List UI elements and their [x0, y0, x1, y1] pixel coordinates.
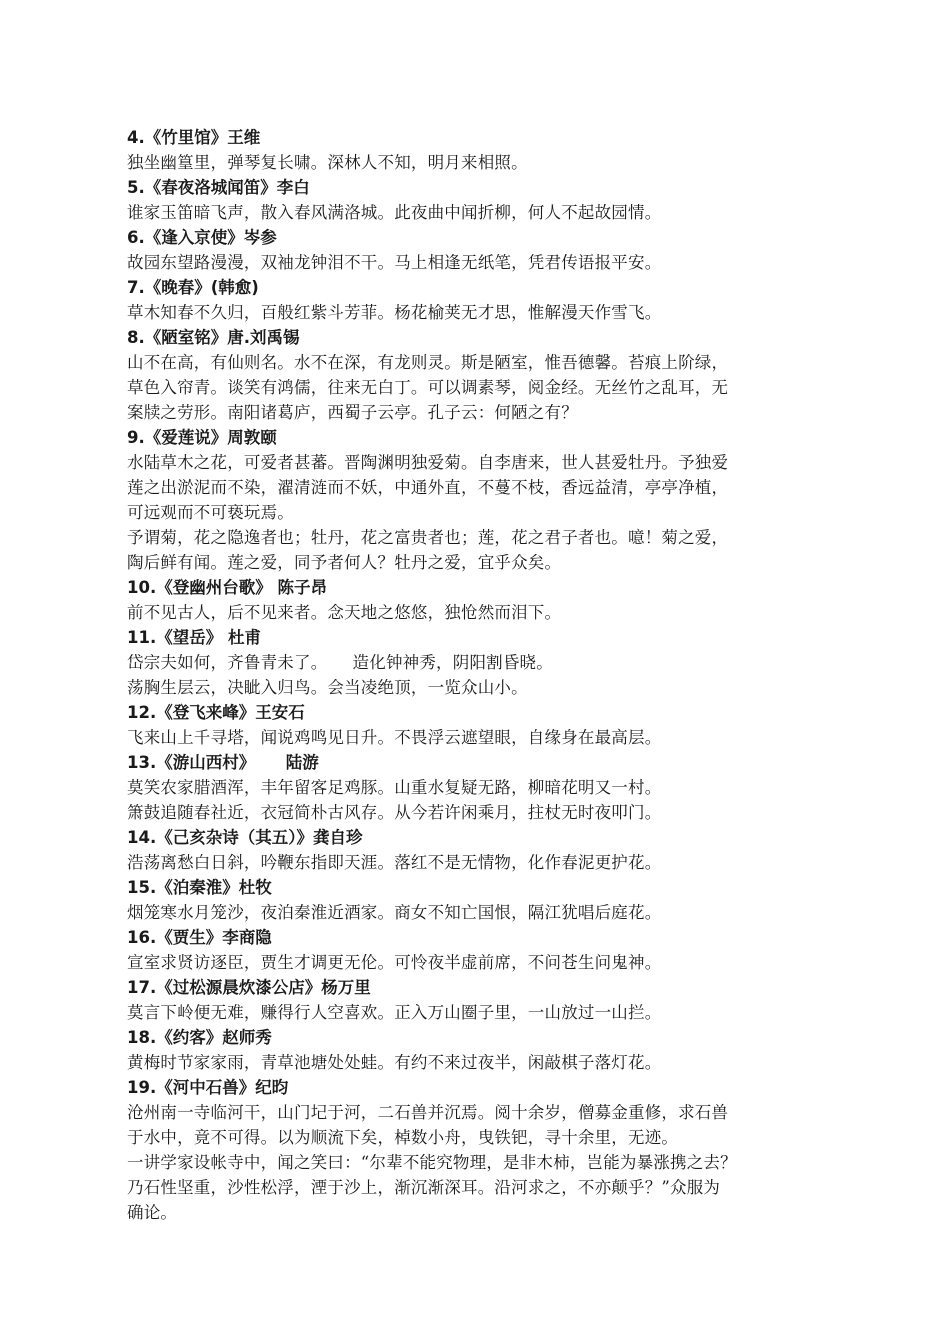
- poem-text-line: 可远观而不可亵玩焉。: [127, 503, 294, 522]
- poem-text-line: 宣室求贤访逐臣，贾生才调更无伦。可怜夜半虚前席，不问苍生问鬼神。: [127, 953, 662, 972]
- poem-title: 16.《贾生》李商隐: [127, 928, 272, 947]
- poem-text-line: 草色入帘青。谈笑有鸿儒，往来无白丁。可以调素琴，阅金经。无丝竹之乱耳，无: [127, 378, 729, 397]
- poem-text-line: 谁家玉笛暗飞声，散入春风满洛城。此夜曲中闻折柳，何人不起故园情。: [127, 203, 662, 222]
- poem-section: [127, 625, 827, 700]
- poem-text-line: 草木知春不久归，百般红紫斗芳菲。杨花榆荚无才思，惟解漫天作雪飞。: [127, 303, 662, 322]
- poem-section: [127, 925, 827, 975]
- poem-text-line: 黄梅时节家家雨，青草池塘处处蛙。有约不来过夜半，闲敲棋子落灯花。: [127, 1053, 662, 1072]
- poem-title: 12.《登飞来峰》王安石: [127, 703, 305, 722]
- poem-text-line: 确论。: [127, 1203, 178, 1222]
- poem-section: [127, 575, 827, 625]
- poem-text-line: 箫鼓追随春社近，衣冠简朴古风存。从今若许闲乘月，拄杖无时夜叩门。: [127, 803, 662, 822]
- poem-section: [127, 975, 827, 1025]
- poem-title: 6.《逢入京使》岑参: [127, 228, 277, 247]
- poem-text-line: 山不在高，有仙则名。水不在深，有龙则灵。斯是陋室，惟吾德馨。苔痕上阶绿，: [127, 353, 729, 372]
- poem-section: [127, 1075, 827, 1225]
- poem-title: 18.《约客》赵师秀: [127, 1028, 272, 1047]
- poem-title: 19.《河中石兽》纪昀: [127, 1078, 289, 1097]
- poem-text-line: 飞来山上千寻塔，闻说鸡鸣见日升。不畏浮云遮望眼，自缘身在最高层。: [127, 728, 662, 747]
- poem-text-line: 乃石性坚重，沙性松浮，湮于沙上，渐沉渐深耳。沿河求之，不亦颠乎？”众服为: [127, 1178, 721, 1197]
- poem-text-line: 沧州南一寺临河干，山门圮于河，二石兽并沉焉。阅十余岁，僧募金重修，求石兽: [127, 1103, 729, 1122]
- poem-title: 9.《爱莲说》周敦颐: [127, 428, 277, 447]
- poem-text-line: 陶后鲜有闻。莲之爱，同予者何人？牡丹之爱，宜乎众矣。: [127, 553, 562, 572]
- poem-section: [127, 875, 827, 925]
- poem-title: 7.《晚春》(韩愈): [127, 278, 259, 297]
- poem-text-line: 莫笑农家腊酒浑，丰年留客足鸡豚。山重水复疑无路，柳暗花明又一村。: [127, 778, 662, 797]
- poem-text-line: 水陆草木之花，可爱者甚蕃。晋陶渊明独爱菊。自李唐来，世人甚爱牡丹。予独爱: [127, 453, 729, 472]
- poem-section: [127, 750, 827, 825]
- poem-text-line: 予谓菊，花之隐逸者也；牡丹，花之富贵者也；莲，花之君子者也。噫！菊之爱，: [127, 528, 729, 547]
- poem-section: [127, 225, 827, 275]
- poem-text-line: 岱宗夫如何，齐鲁青未了。 造化钟神秀，阴阳割昏晓。: [127, 653, 553, 672]
- poem-title: 11.《望岳》 杜甫: [127, 628, 261, 647]
- poem-section: [127, 700, 827, 750]
- poem-text-line: 莲之出淤泥而不染，濯清涟而不妖，中通外直，不蔓不枝，香远益清，亭亭净植，: [127, 478, 729, 497]
- poem-title: 5.《春夜洛城闻笛》李白: [127, 178, 310, 197]
- document-page: [127, 125, 827, 1225]
- poem-text-line: 故园东望路漫漫，双袖龙钟泪不干。马上相逢无纸笔，凭君传语报平安。: [127, 253, 662, 272]
- poem-section: [127, 175, 827, 225]
- poem-title: 4.《竹里馆》王维: [127, 128, 261, 147]
- poem-section: [127, 825, 827, 875]
- poem-text-line: 于水中，竟不可得。以为顺流下矣，棹数小舟，曳铁钯，寻十余里，无迹。: [127, 1128, 679, 1147]
- poem-section: [127, 425, 827, 575]
- poem-text-line: 莫言下岭便无难，赚得行人空喜欢。正入万山圈子里，一山放过一山拦。: [127, 1003, 662, 1022]
- poem-title: 10.《登幽州台歌》 陈子昂: [127, 578, 327, 597]
- poem-title: 15.《泊秦淮》杜牧: [127, 878, 272, 897]
- poem-text-line: 前不见古人，后不见来者。念天地之悠悠，独怆然而泪下。: [127, 603, 562, 622]
- poem-text-line: 荡胸生层云，决眦入归鸟。会当凌绝顶，一览众山小。: [127, 678, 528, 697]
- poem-section: [127, 275, 827, 325]
- poem-text-line: 烟笼寒水月笼沙，夜泊秦淮近酒家。商女不知亡国恨，隔江犹唱后庭花。: [127, 903, 662, 922]
- poem-text-line: 独坐幽篁里，弹琴复长啸。深林人不知，明月来相照。: [127, 153, 528, 172]
- poem-title: 17.《过松源晨炊漆公店》杨万里: [127, 978, 371, 997]
- poem-text-line: 案牍之劳形。南阳诸葛庐，西蜀子云亭。孔子云：何陋之有？: [127, 403, 578, 422]
- poem-section: [127, 125, 827, 175]
- poem-title: 14.《己亥杂诗（其五）》龚自珍: [127, 828, 363, 847]
- poem-text-line: 一讲学家设帐寺中，闻之笑曰：“尔辈不能究物理，是非木柿，岂能为暴涨携之去？: [127, 1153, 737, 1172]
- poem-text-line: 浩荡离愁白日斜，吟鞭东指即天涯。落红不是无情物，化作春泥更护花。: [127, 853, 662, 872]
- poem-section: [127, 325, 827, 425]
- poem-section: [127, 1025, 827, 1075]
- poem-title: 13.《游山西村》 陆游: [127, 753, 319, 772]
- poem-title: 8.《陋室铭》唐.刘禹锡: [127, 328, 300, 347]
